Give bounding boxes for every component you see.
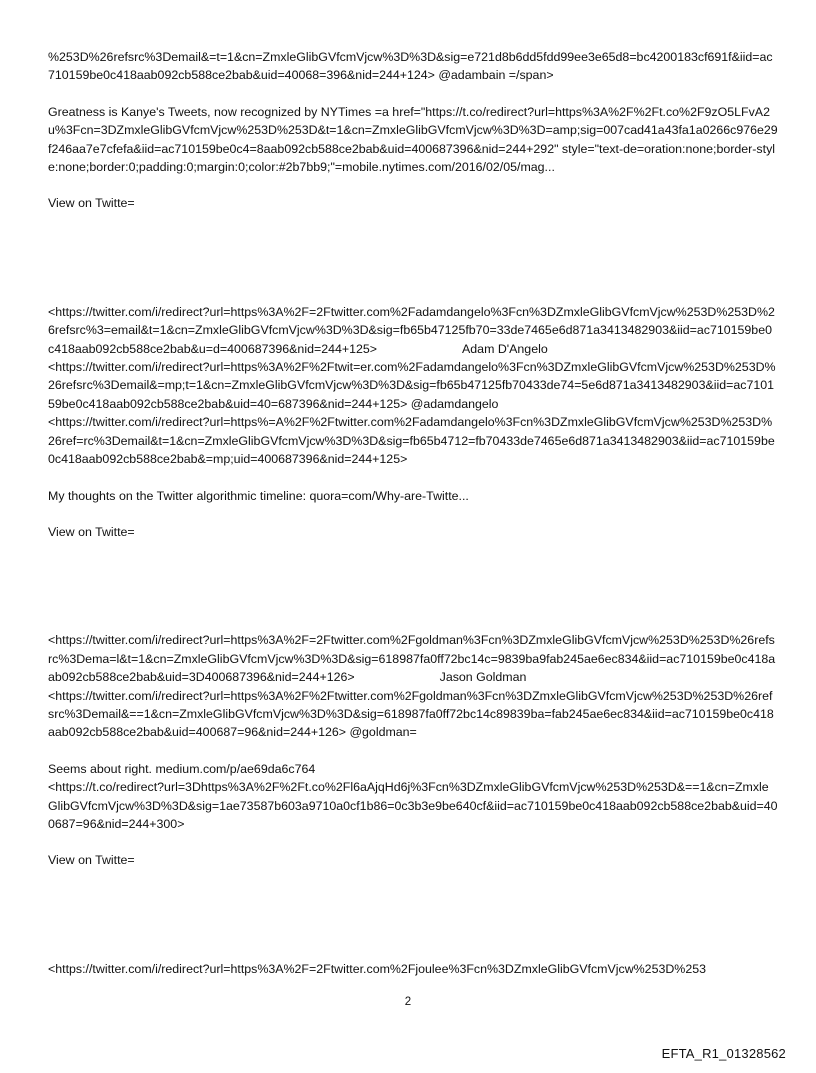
bates-stamp: EFTA_R1_01328562 [661, 1046, 786, 1061]
redirect-url-block: <https://twitter.com/i/redirect?url=https%=A%2F%2Ftwitter.com%2Fadamdangelo%3Fcn%3DZmxleGlibGVfcmVjcw%253D%253D%26ref=rc%3Demail&t=1&cn=ZmxleGlibGVfcmVjcw%3D%3D&sig=fb65b4712=fb70433de7465e6d871a3413482903&iid=ac710159be0c418aab092cb588ce2bab&=mp;uid=400687396&nid=244+125> [48, 415, 775, 467]
document-body [48, 48, 778, 978]
redirect-url-block: <https://twitter.com/i/redirect?url=https%3A%2F=2Ftwitter.com%2Fjoulee%3Fcn%3DZmxleGlibGVfcmVjcw%253D%253 [48, 961, 706, 976]
text-block: My thoughts on the Twitter algorithmic timeline: quora=com/Why-are-Twitte... [48, 488, 469, 503]
author-name: Adam D'Angelo [462, 341, 548, 356]
view-on-twitter-text: View on Twitte= [48, 853, 135, 868]
redirect-url: <https://twitter.com/i/redirect?url=https%3A%2F=2Ftwitter.com%2Fadamdangelo%3Fcn%3DZmxleGlibGVfcmVjcw%253D%253D%26refsrc%3=email&t=1&cn=ZmxleGlibGVfcmVjcw%3D%3D&sig=fb65b47125fb70=33de7465e6d871a3413482903&iid=ac710159be0c418aab092cb588ce2bab&u=d=400687396&nid=244+125> [48, 304, 775, 356]
redirect-url-block: <https://t.co/redirect?url=3Dhttps%3A%2F%2Ft.co%2Fl6aAjqHd6j%3Fcn%3DZmxleGlibGVfcmVjcw%253D%253D&==1&cn=ZmxleGlibGVfcmVjcw%3D%3D&sig=1ae73587b603a9710a0cf1b86=0c3b3e9be640cf&iid=ac710159be0c418aab092cb588ce2bab&uid=400687=96&nid=244+300> [48, 780, 778, 831]
page-number: 2 [404, 996, 412, 1008]
text-block: Seems about right. medium.com/p/ae69da6c764 [48, 761, 316, 776]
redirect-url-block [48, 303, 778, 358]
text-block: %253D%26refsrc%3Demail&=t=1&cn=ZmxleGlibGVfcmVjcw%3D%3D&sig=e721d8b6dd5fdd99ee3e65d8=bc4200183cf691f&iid=ac710159be0c418aab092cb588ce2bab&uid=40068=396&nid=244+124> @adambain =/span> [48, 50, 773, 83]
redirect-url-block [48, 631, 778, 686]
author-name: Jason Goldman [439, 670, 527, 685]
text-block: Greatness is Kanye's Tweets, now recognized by NYTimes =a href="https://t.co/redirect?url=https%3A%2F%2Ft.co%2F9zO5LFvA2u%3Fcn=3DZmxleGlibGVfcmVjcw%253D%253D&t=1&cn=ZmxleGlibGVfcmVjcw%3D%3D=amp;sig=007cad41a43fa1a0266c976e29f246aa7e7cfefa&iid=ac710159be0c4=8aab092cb588ce2bab&uid=400687396&nid=244+292" style="text-de=oration:none;border-style:none;border:0;padding:0;margin:0;color:#2b7bb9;"=mobile.nytimes.com/2016/02/05/mag... [48, 104, 778, 175]
view-on-twitter-text: View on Twitte= [48, 524, 135, 539]
redirect-url-block: <https://twitter.com/i/redirect?url=https%3A%2F%2Ftwit=er.com%2Fadamdangelo%3Fcn%3DZmxleGlibGVfcmVjcw%253D%253D%26refsrc%3Demail&=mp;t=1&cn=ZmxleGlibGVfcmVjcw%3D%3D&sig=fb65b47125fb70433de74=5e6d871a3413482903&iid=ac710159be0c418aab092cb588ce2bab&uid=40=687396&nid=244+125> @adamdangelo [48, 360, 776, 411]
redirect-url-block: <https://twitter.com/i/redirect?url=https%3A%2F%2Ftwitter.com%2Fgoldman%3Fcn%3DZmxleGlibGVfcmVjcw%253D%253D%26refsrc%3Demail&==1&cn=ZmxleGlibGVfcmVjcw%3D%3D&sig=618987fa0ff72bc14c89839ba=fab245ae6ec834&iid=ac710159be0c418aab092cb588ce2bab&uid=400687=96&nid=244+126> @goldman= [48, 688, 774, 740]
view-on-twitter-text: View on Twitte= [48, 196, 135, 211]
redirect-url: <https://twitter.com/i/redirect?url=https%3A%2F=2Ftwitter.com%2Fgoldman%3Fcn%3DZmxleGlibGVfcmVjcw%253D%253D%26refsrc%3Dema=l&t=1&cn=ZmxleGlibGVfcmVjcw%3D%3D&sig=618987fa0ff72bc14c=9839ba9fab245ae6ec834&iid=ac710159be0c418aab092cb588ce2bab&uid=3D400687396&nid=244+126> [48, 633, 776, 685]
